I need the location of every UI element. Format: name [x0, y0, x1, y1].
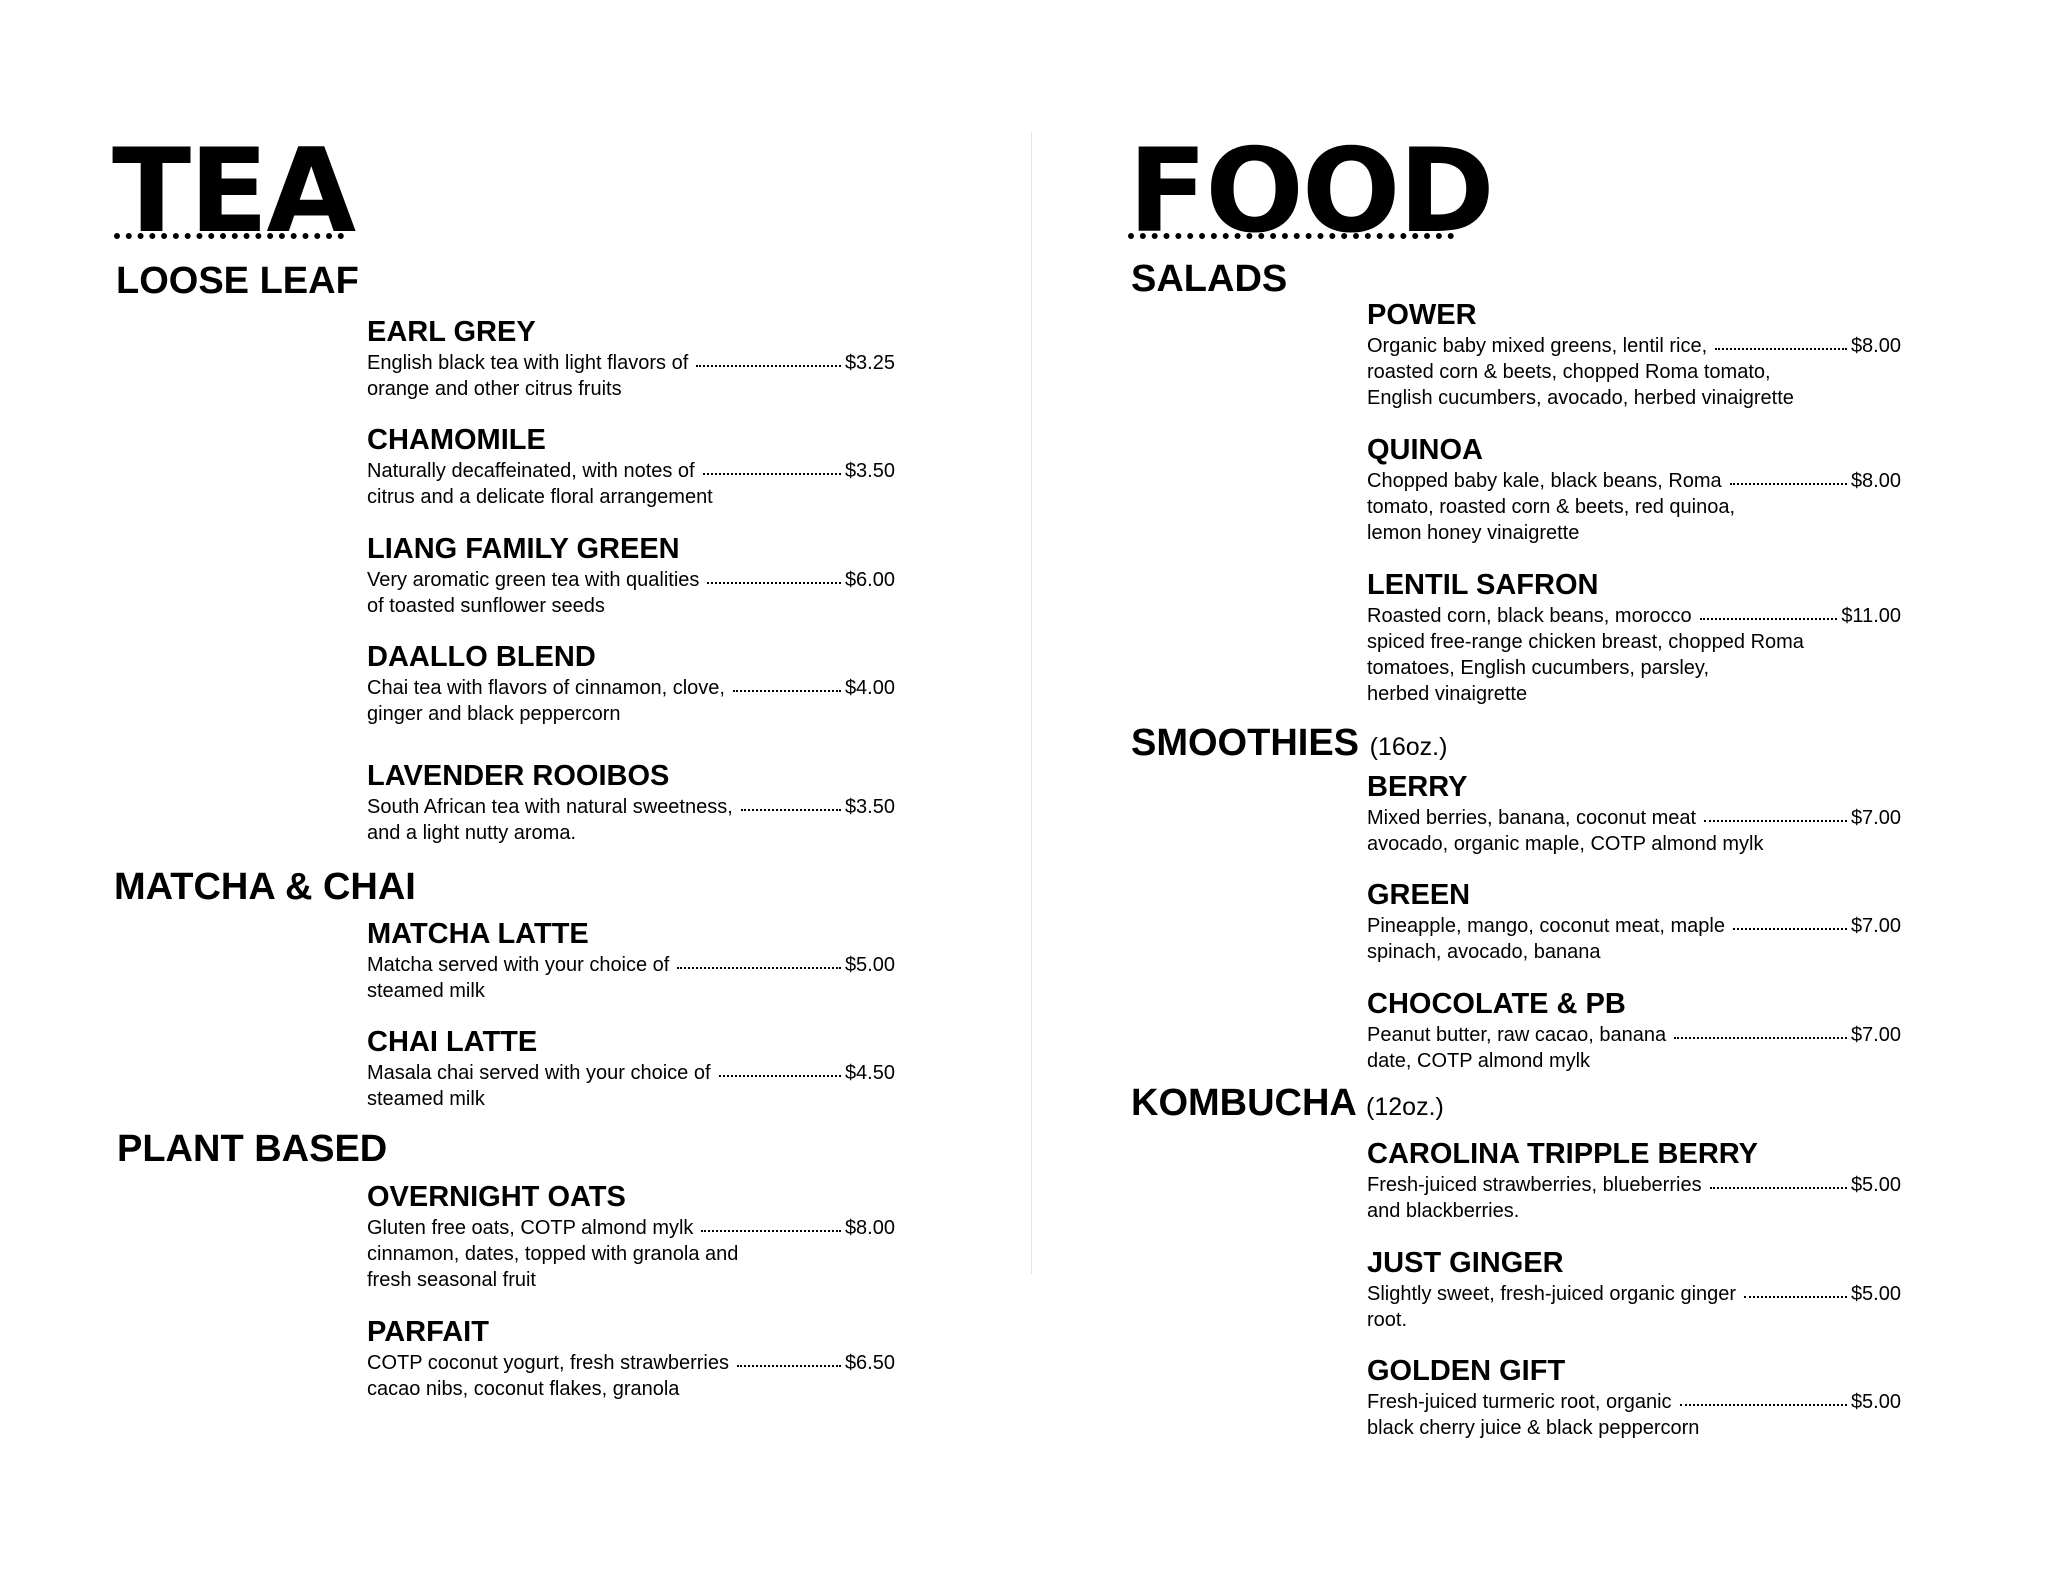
description-line: and a light nutty aroma. — [367, 822, 577, 844]
description-line: date, COTP almond mylk — [1367, 1050, 1591, 1072]
dot-leader — [1733, 928, 1847, 930]
menu-item — [1367, 1138, 1901, 1224]
description-line: black cherry juice & black peppercorn — [1367, 1417, 1700, 1439]
description-line: Fresh-juiced turmeric root, organic — [1367, 1391, 1672, 1413]
item-description — [1367, 1389, 1901, 1441]
description-line: Gluten free oats, COTP almond mylk — [367, 1217, 694, 1239]
description-line: citrus and a delicate floral arrangement — [367, 486, 713, 508]
item-price: $3.50 — [844, 460, 895, 482]
item-name: QUINOA — [1367, 434, 1483, 466]
menu-item — [1367, 569, 1901, 707]
item-price: $5.00 — [1850, 1174, 1901, 1196]
dot-leader — [701, 1230, 841, 1232]
item-name: CHAI LATTE — [367, 1026, 538, 1058]
menu-item — [1367, 879, 1901, 965]
item-name: DAALLO BLEND — [367, 641, 596, 673]
item-price: $5.00 — [844, 954, 895, 976]
item-price: $5.00 — [1850, 1391, 1901, 1413]
item-name: LENTIL SAFRON — [1367, 569, 1599, 601]
section-salads — [1131, 258, 1287, 300]
description-line: Pineapple, mango, coconut meat, maple — [1367, 915, 1725, 937]
item-price: $8.00 — [1850, 335, 1901, 357]
dot-leader — [1700, 618, 1838, 620]
description-line: Fresh-juiced strawberries, blueberries — [1367, 1174, 1702, 1196]
description-line: Chai tea with flavors of cinnamon, clove, — [367, 677, 725, 699]
section-smoothies — [1131, 722, 1447, 768]
item-name: GREEN — [1367, 879, 1471, 911]
description-line: South African tea with natural sweetness, — [367, 796, 733, 818]
item-price: $11.00 — [1841, 605, 1901, 627]
item-name: POWER — [1367, 299, 1477, 331]
dot-leader — [677, 967, 841, 969]
item-price: $7.00 — [1850, 807, 1901, 829]
item-price: $4.00 — [844, 677, 895, 699]
description-line: Slightly sweet, fresh-juiced organic ginger — [1367, 1283, 1737, 1305]
item-description — [1367, 468, 1901, 546]
description-line: roasted corn & beets, chopped Roma tomato, — [1367, 361, 1771, 383]
menu-item — [367, 641, 895, 727]
menu-item — [367, 424, 895, 510]
section-kombucha — [1131, 1082, 1444, 1128]
item-description — [1367, 1172, 1901, 1224]
item-name: MATCHA LATTE — [367, 918, 589, 950]
description-line: ginger and black peppercorn — [367, 703, 621, 725]
tea-title: TEA — [112, 124, 355, 259]
section-title: MATCHA & CHAI — [114, 866, 416, 908]
menu-item — [367, 918, 895, 1004]
description-line: Mixed berries, banana, coconut meat — [1367, 807, 1697, 829]
item-description — [1367, 805, 1901, 857]
section-title: PLANT BASED — [117, 1128, 388, 1170]
menu-item — [1367, 771, 1901, 857]
item-description — [367, 794, 895, 846]
item-name: GOLDEN GIFT — [1367, 1355, 1566, 1387]
menu-item — [1367, 1247, 1901, 1333]
food-title: FOOD — [1128, 124, 1493, 259]
item-name: BERRY — [1367, 771, 1468, 803]
item-description — [367, 1215, 895, 1293]
item-name: CHOCOLATE & PB — [1367, 988, 1626, 1020]
description-line: English black tea with light flavors of — [367, 352, 689, 374]
description-line: of toasted sunflower seeds — [367, 595, 605, 617]
description-line: root. — [1367, 1309, 1408, 1331]
item-price: $8.00 — [844, 1217, 895, 1239]
menu-item — [367, 1316, 895, 1402]
description-line: tomatoes, English cucumbers, parsley, — [1367, 657, 1710, 679]
section-title: KOMBUCHA — [1131, 1082, 1356, 1124]
section-loose-leaf — [116, 260, 359, 302]
description-line: Matcha served with your choice of — [367, 954, 670, 976]
description-line: COTP coconut yogurt, fresh strawberries — [367, 1352, 729, 1374]
column-divider — [1031, 132, 1032, 1274]
menu-item — [367, 533, 895, 619]
description-line: English cucumbers, avocado, herbed vinaigrette — [1367, 387, 1794, 409]
section-size: (16oz.) — [1369, 733, 1448, 761]
description-line: Chopped baby kale, black beans, Roma — [1367, 470, 1722, 492]
item-name: EARL GREY — [367, 316, 536, 348]
section-title: SALADS — [1131, 258, 1288, 300]
section-title: LOOSE LEAF — [116, 260, 359, 302]
description-line: tomato, roasted corn & beets, red quinoa, — [1367, 496, 1735, 518]
description-line: cacao nibs, coconut flakes, granola — [367, 1378, 680, 1400]
description-line: avocado, organic maple, COTP almond mylk — [1367, 833, 1764, 855]
dot-leader — [707, 582, 841, 584]
item-name: OVERNIGHT OATS — [367, 1181, 626, 1213]
item-description — [367, 458, 895, 510]
menu-item — [1367, 988, 1901, 1074]
item-name: CHAMOMILE — [367, 424, 546, 456]
tea-title-underline — [114, 233, 344, 239]
item-description — [1367, 1022, 1901, 1074]
item-price: $3.25 — [844, 352, 895, 374]
item-price: $6.50 — [844, 1352, 895, 1374]
item-price: $3.50 — [844, 796, 895, 818]
item-description — [367, 952, 895, 1004]
dot-leader — [1674, 1037, 1847, 1039]
description-line: herbed vinaigrette — [1367, 683, 1528, 705]
item-name: JUST GINGER — [1367, 1247, 1564, 1279]
dot-leader — [1744, 1296, 1847, 1298]
item-description — [367, 1060, 895, 1112]
item-price: $8.00 — [1850, 470, 1901, 492]
item-price: $5.00 — [1850, 1283, 1901, 1305]
item-price: $4.50 — [844, 1062, 895, 1084]
description-line: spiced free-range chicken breast, chopped Roma — [1367, 631, 1804, 653]
description-line: orange and other citrus fruits — [367, 378, 622, 400]
menu-item — [1367, 1355, 1901, 1441]
description-line: Roasted corn, black beans, morocco — [1367, 605, 1692, 627]
description-line: lemon honey vinaigrette — [1367, 522, 1580, 544]
item-description — [1367, 913, 1901, 965]
dot-leader — [1680, 1404, 1847, 1406]
section-title: SMOOTHIES — [1131, 722, 1360, 764]
description-line: and blackberries. — [1367, 1200, 1520, 1222]
dot-leader — [737, 1365, 841, 1367]
description-line: Peanut butter, raw cacao, banana — [1367, 1024, 1667, 1046]
menu-item — [1367, 434, 1901, 546]
description-line: Very aromatic green tea with qualities — [367, 569, 700, 591]
food-title-underline — [1128, 233, 1454, 239]
dot-leader — [1715, 348, 1847, 350]
description-line: fresh seasonal fruit — [367, 1269, 536, 1291]
item-name: PARFAIT — [367, 1316, 489, 1348]
item-description — [367, 350, 895, 402]
dot-leader — [719, 1075, 841, 1077]
dot-leader — [741, 809, 841, 811]
description-line: Naturally decaffeinated, with notes of — [367, 460, 695, 482]
item-description — [1367, 333, 1901, 411]
item-description — [367, 567, 895, 619]
item-price: $7.00 — [1850, 1024, 1901, 1046]
item-description — [1367, 1281, 1901, 1333]
item-price: $7.00 — [1850, 915, 1901, 937]
menu-item — [367, 1181, 895, 1293]
menu-item — [367, 1026, 895, 1112]
item-name: CAROLINA TRIPPLE BERRY — [1367, 1138, 1758, 1170]
menu-item — [367, 316, 895, 402]
dot-leader — [703, 473, 841, 475]
item-description — [1367, 603, 1901, 707]
item-description — [367, 1350, 895, 1402]
section-matcha-chai — [114, 866, 416, 908]
description-line: steamed milk — [367, 1088, 485, 1110]
menu-item — [367, 760, 895, 846]
dot-leader — [1730, 483, 1847, 485]
item-price: $6.00 — [844, 569, 895, 591]
section-size: (12oz.) — [1366, 1093, 1444, 1121]
dot-leader — [1710, 1187, 1847, 1189]
description-line: steamed milk — [367, 980, 485, 1002]
section-plant-based — [117, 1128, 387, 1170]
dot-leader — [696, 365, 841, 367]
description-line: cinnamon, dates, topped with granola and — [367, 1243, 739, 1265]
dot-leader — [733, 690, 841, 692]
description-line: Organic baby mixed greens, lentil rice, — [1367, 335, 1708, 357]
description-line: Masala chai served with your choice of — [367, 1062, 711, 1084]
item-name: LAVENDER ROOIBOS — [367, 760, 670, 792]
menu-item — [1367, 299, 1901, 411]
item-description — [367, 675, 895, 727]
description-line: spinach, avocado, banana — [1367, 941, 1601, 963]
dot-leader — [1704, 820, 1847, 822]
item-name: LIANG FAMILY GREEN — [367, 533, 680, 565]
